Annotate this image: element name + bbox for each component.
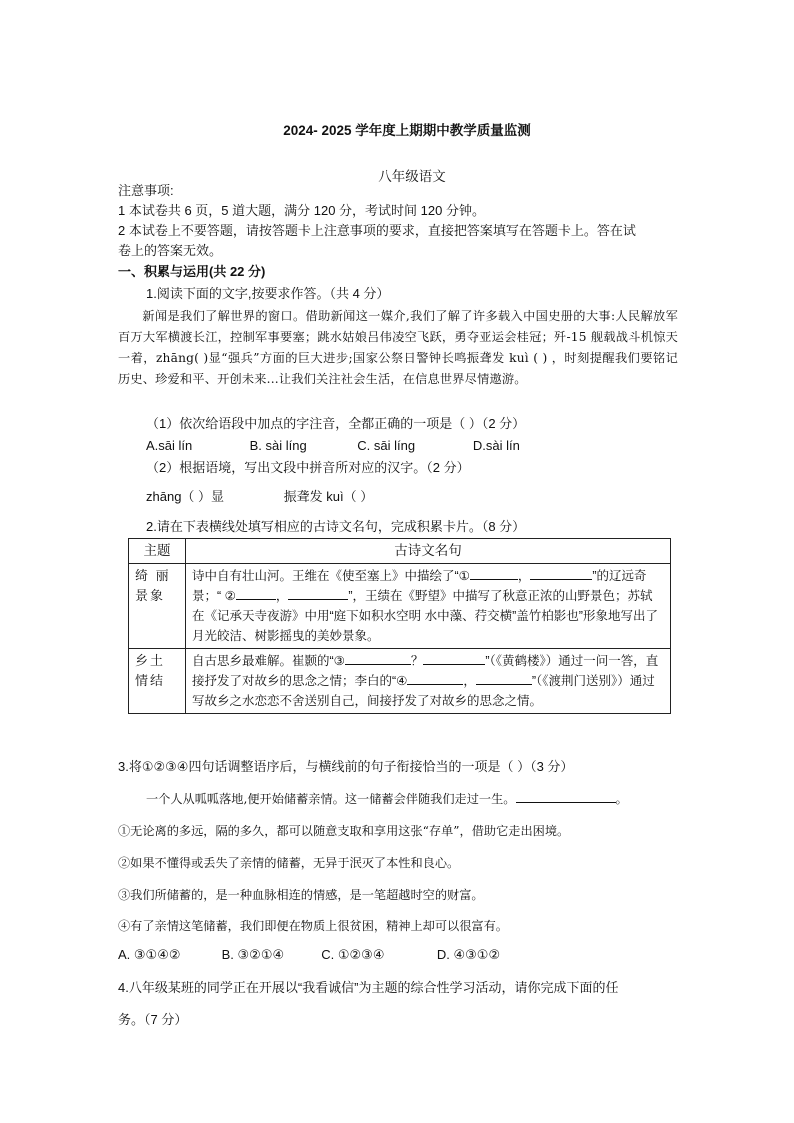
q1-stem: 1.阅读下面的文字,按要求作答。（共 4 分） <box>146 286 390 301</box>
table-header-lines: 古诗文名句 <box>186 539 671 564</box>
q1-sub1-options <box>146 436 706 456</box>
accumulation-card-table <box>128 538 671 714</box>
q1-option-a[interactable]: A.sāi lín <box>146 438 193 453</box>
row1-comma: ， <box>517 569 531 583</box>
exam-subject: 八年级语文 <box>378 169 446 184</box>
row2-text: 自古思乡最难解。崔颢的“③ <box>192 654 345 668</box>
q1-sub2-blanks <box>146 487 706 507</box>
row2-text: ”（《黄鹤楼》）通过一问一答，直接抒发了对故乡的思念之情；李白的“④ <box>192 654 659 688</box>
q3-stem: 3.将①②③④四句话调整语序后，与横线前的句子衔接恰当的一项是（ ）（3 分） <box>118 759 574 774</box>
q3-lead-period: 。 <box>615 792 628 806</box>
row2-theme: 乡土情结 <box>129 649 186 714</box>
row1-text: ”，王绩在《野望》中描写了秋意正浓的山野景色；苏轼在《记承天寺夜游》中用“庭下如积水空明 水中藻、荇交横”盖竹柏影也”形象地写出了月光皎洁、树影摇曳的美妙景象。 <box>192 589 658 643</box>
table-row <box>129 649 671 714</box>
q1-passage: 新闻是我们了解世界的窗口。借助新闻这一媒介,我们了解了许多载入中国史册的大事:人民解放军百万大军横渡长江，控制军事要塞；跳水姑娘吕伟凌空飞跃，勇夺亚运会桂冠；歼-15 舰载战斗机惊天一着，zhāng( )显“强兵”方面的巨大进步;国家公祭日警钟长鸣振聋发 kuì ( ) ，时刻提醒我们要铭记历史、珍爱和平、开创未来...让我们关注社会生活，在信息世界尽情遨游。 <box>118 309 678 386</box>
blank-4[interactable] <box>407 671 463 685</box>
table-header-theme: 主题 <box>129 539 186 564</box>
q1-sub1: （1）依次给语段中加点的字注音，全都正确的一项是（ ）（2 分） <box>146 416 526 431</box>
blank-2[interactable] <box>236 586 276 600</box>
q3-lead-text: 一个人从呱呱落地,便开始储蓄亲情。这一储蓄会伴随我们走过一生。 <box>146 792 516 806</box>
q1-sub2: （2）根据语境，写出文段中拼音所对应的汉字。（2 分） <box>146 460 470 475</box>
row1-text: ”的辽远奇景；“ ② <box>192 569 647 603</box>
blank-1[interactable] <box>470 566 518 580</box>
blank-2b[interactable] <box>288 586 348 600</box>
q3-sentence-3: ③我们所储蓄的，是一种血脉相连的情感，是一笔超越时空的财富。 <box>118 888 484 902</box>
q4-stem-line-1: 4.八年级某班的同学正在开展以“我看诚信”为主题的综合性学习活动，请你完成下面的任 <box>118 980 619 995</box>
q3-option-d[interactable]: D. ④③①② <box>436 947 501 962</box>
q3-option-b[interactable]: B. ③②①④ <box>221 947 285 962</box>
notice-item-2-line-1: 2 本试卷上不要答题，请按答题卡上注意事项的要求，直接把答案填写在答题卡上。答在试 <box>118 223 636 238</box>
q4-stem-line-2: 务。（7 分） <box>118 1012 188 1027</box>
row1-theme: 绮 丽景象 <box>129 564 186 649</box>
blank-3b[interactable] <box>423 651 485 665</box>
blank-1b[interactable] <box>530 566 592 580</box>
q3-option-c[interactable]: C. ①②③④ <box>321 947 385 962</box>
row1-comma: ， <box>275 589 289 603</box>
table-header-row <box>129 539 671 564</box>
q1-option-d[interactable]: D.sài lín <box>472 438 520 453</box>
q3-option-a[interactable]: A. ③①④② <box>118 947 181 962</box>
q3-sentence-2: ②如果不懂得或丢失了亲情的储蓄，无异于泯灭了本性和良心。 <box>118 856 460 870</box>
exam-title: 2024- 2025 学年度上期期中教学质量监测 <box>283 123 531 138</box>
notice-item-1: 1 本试卷共 6 页，5 道大题，满分 120 分，考试时间 120 分钟。 <box>118 203 485 218</box>
notice-item-2-line-2: 卷上的答案无效。 <box>118 243 223 258</box>
q3-lead <box>146 789 706 809</box>
blank-4b[interactable] <box>476 671 532 685</box>
q3-sentence-1: ①无论离的多远，隔的多久，都可以随意支取和享用这张“存单”，借助它走出困境。 <box>118 824 570 838</box>
section-1-heading: 一、积累与运用(共 22 分) <box>118 264 266 279</box>
q3-answer-blank[interactable] <box>516 789 616 803</box>
notice-heading: 注意事项: <box>118 183 174 198</box>
q1-option-b[interactable]: B. sài líng <box>249 438 307 453</box>
table-row <box>129 564 671 649</box>
row1-text: 诗中自有壮山河。王维在《使至塞上》中描绘了“① <box>192 569 470 583</box>
q1-blank-zhang[interactable]: zhāng（ ）显 <box>146 489 225 504</box>
q3-sentence-4: ④有了亲情这笔储蓄，我们即便在物质上很贫困，精神上却可以很富有。 <box>118 919 508 933</box>
blank-3[interactable] <box>345 651 411 665</box>
q2-stem: 2.请在下表横线处填写相应的古诗文名句，完成积累卡片。（8 分） <box>146 519 526 534</box>
q1-blank-kui[interactable]: 振聋发 kuì（ ） <box>283 489 374 504</box>
row2-content <box>186 649 671 714</box>
row1-content <box>186 564 671 649</box>
q1-option-c[interactable]: C. sāi líng <box>357 438 416 453</box>
row2-text: ”（《渡荆门送别》）通过写故乡之水恋恋不舍送别自己，间接抒发了对故乡的思念之情。 <box>192 674 655 708</box>
row2-question: ？ <box>410 654 424 668</box>
row2-comma: ， <box>463 674 476 688</box>
q3-options <box>118 945 678 965</box>
